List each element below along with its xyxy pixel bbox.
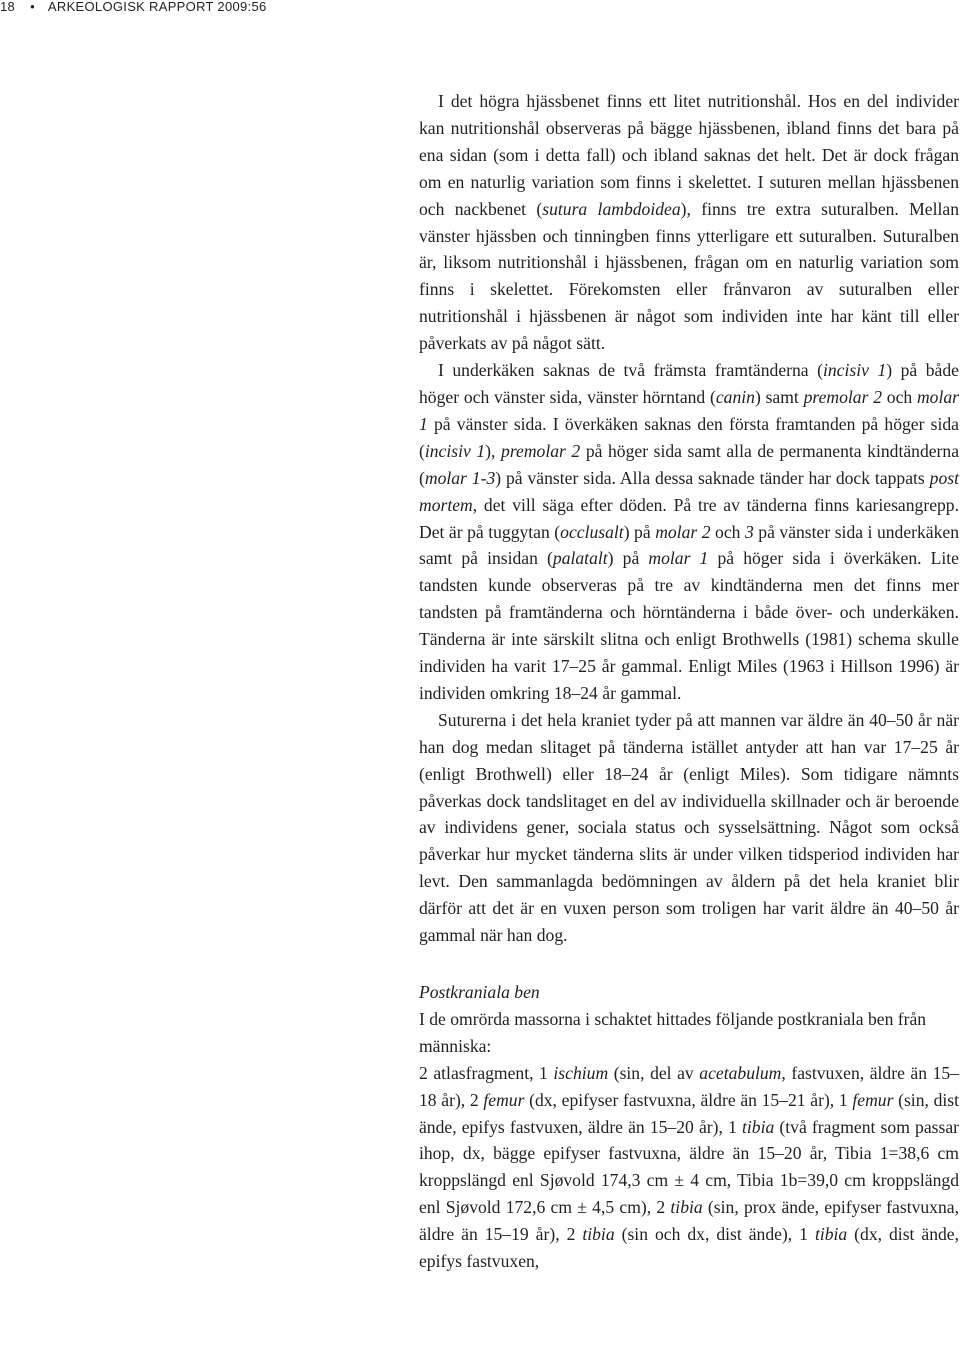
paragraph-teeth: I underkäken saknas de två främsta framtänderna (incisiv 1) på både höger och vänster sida, vänster hörntand (canin) samt premolar 2 och molar 1 på vänster sida. I överkäken saknas den första framtanden på höger sida (incisiv 1), premolar 2 på höger sida samt alla de permanenta kindtänderna (molar 1-3) på vänster sida. Alla dessa saknade tänder har dock tappats post mortem, det vill säga efter döden. På tre av tänderna finns kariesangrepp. Det är på tuggytan (occlusalt) på molar 2 och 3 på vänster sida i underkäken samt på insidan (palatalt) på molar 1 på höger sida i överkäken. Lite tandsten kunde observeras på tre av kindtänderna men det finns mer tandsten på framtänderna och hörntänderna i både över- och underkäken. Tänderna är inte särskilt slitna och enligt Brothwells (1981) schema skulle individen ha varit 17–25 år gammal. Enligt Miles (1963 i Hillson 1996) är individen omkring 18–24 år gammal.: [419, 360, 960, 703]
section-heading-postcranial: Postkraniala ben: [419, 982, 540, 1002]
paragraph-postcranial-intro: I de omrörda massorna i schaktet hittades följande postkraniala ben från människa:: [419, 1008, 927, 1056]
paragraph-skull-sutures: I det högra hjässbenet finns ett litet nutritionshål. Hos en del individer kan nutritionshål observeras på bägge hjässbenen, ibland finns det bara på ena sidan (som i detta fall) och ibland saknas det helt. Det är dock frågan om en naturlig variation som finns i skelettet. I suturen mellan hjässbenen och nackbenet (sutura lambdoidea), finns tre extra suturalben. Mellan vänster hjässben och tinningben finns ytterligare ett suturalben. Suturalben är, liksom nutritionshål i hjässbenen, frågan om en naturlig variation som finns i skelettet. Förekomsten eller frånvaron av suturalben eller nutritionshål i hjässbenen är något som individen inte har känt till eller påverkats av på något sätt.: [419, 91, 959, 354]
body-text-column: [419, 88, 959, 1275]
paragraph-age-assessment: Suturerna i det hela kraniet tyder på att mannen var äldre än 40–50 år när han dog medan slitaget på tänderna istället antyder att han var 17–25 år (enligt Brothwell) eller 18–24 år (enligt Miles). Som tidigare nämnts påverkas dock tandslitaget en del av individuella skillnader och är beroende av individens gener, sociala status och sysselsättning. Något som också påverkar hur mycket tänderna slits är under vilken tidsperiod individen har levt. Den sammanlagda bedömningen av åldern på det hela kraniet blir därför att det är en vuxen person som troligen har varit äldre än 40–50 år gammal när han dog.: [419, 709, 959, 946]
running-header: [0, 0, 267, 14]
paragraph-bone-list: 2 atlasfragment, 1 ischium (sin, del av acetabulum, fastvuxen, äldre än 15–18 år), 2 femur (dx, epifyser fastvuxna, äldre än 15–21 år), 1 femur (sin, dist ände, epifys fastvuxen, äldre än 15–20 år), 1 tibia (två fragment som passar ihop, dx, bägge epifyser fastvuxna, äldre än 15–20 år, Tibia 1=38,6 cm kroppslängd enl Sjøvold 174,3 cm ± 4 cm, Tibia 1b=39,0 cm kroppslängd enl Sjøvold 172,6 cm ± 4,5 cm), 2 tibia (sin, prox ände, epifyser fastvuxna, äldre än 15–19 år), 2 tibia (sin och dx, dist ände), 1 tibia (dx, dist ände, epifys fastvuxen,: [419, 1062, 960, 1272]
page-number: 18: [0, 0, 16, 14]
header-separator: •: [30, 0, 35, 14]
publication-title: ARKEOLOGISK RAPPORT 2009:56: [47, 0, 267, 14]
